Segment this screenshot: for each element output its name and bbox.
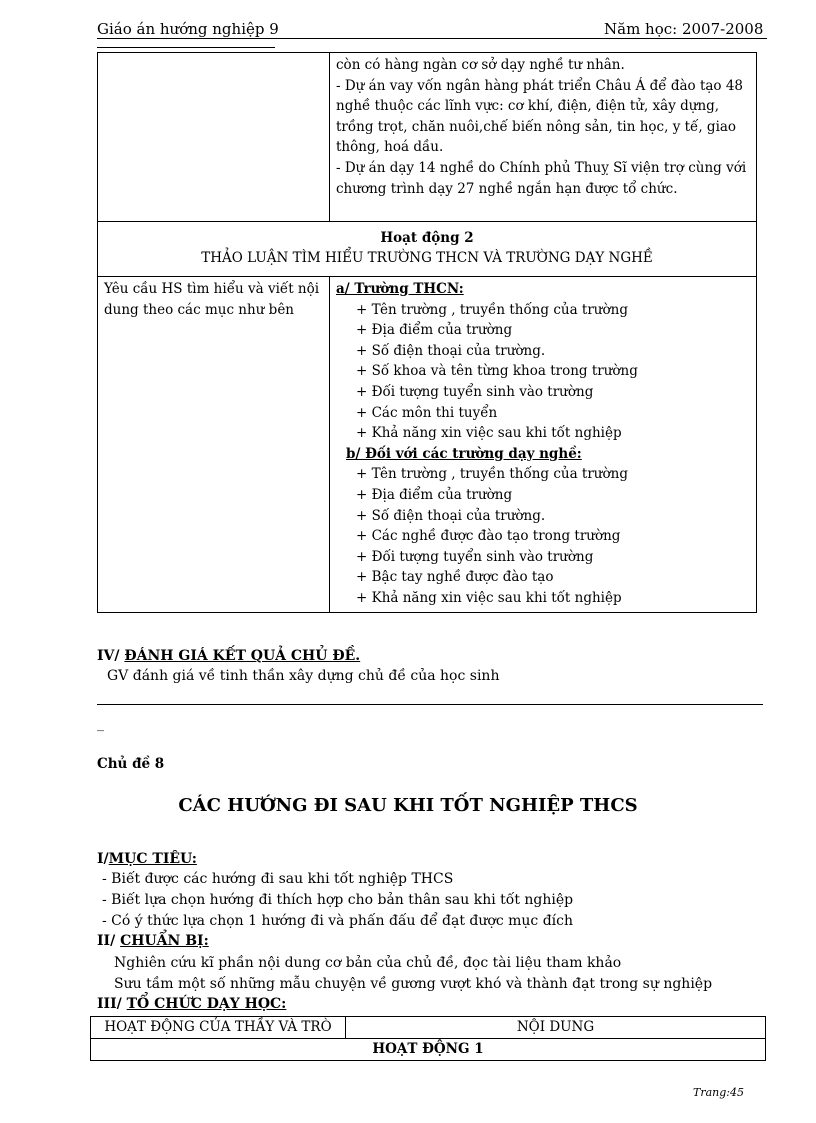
section-4-title: ĐÁNH GIÁ KẾT QUẢ CHỦ ĐỀ. — [124, 648, 361, 664]
column-header-content: NỘI DUNG — [346, 1017, 766, 1039]
teaching-table — [90, 1016, 766, 1061]
section-2-heading — [97, 933, 209, 949]
table-row — [98, 222, 757, 277]
content-line: - Dự án dạy 14 nghề do Chính phủ Thuỵ Sĩ viện trợ cùng với chương trình dạy 27 nghề ngắn hạn được tổ chức. — [336, 159, 747, 197]
section-1-prefix: I/ — [97, 851, 109, 867]
section-3-heading — [97, 996, 286, 1012]
section-1-heading — [97, 851, 197, 867]
table-row — [98, 277, 757, 613]
section-2-prefix: II/ — [97, 933, 121, 949]
table-cell-teacher — [98, 277, 330, 613]
list-item: + Đối tượng tuyển sinh vào trường — [356, 383, 594, 400]
section-2-title: CHUẨN BỊ: — [120, 933, 209, 949]
separator-rule — [97, 704, 763, 705]
section-1-title: MỤC TIÊU: — [108, 851, 197, 867]
separator-dash: _ — [97, 716, 104, 732]
objective-item: - Có ý thức lựa chọn 1 hướng đi và phấn đấu để đạt được mục đích — [102, 913, 573, 929]
part-a-title: a/ Trường THCN: — [336, 281, 464, 297]
table-cell-content — [330, 277, 757, 613]
header-right: Năm học: 2007-2008 — [604, 20, 764, 38]
header-left: Giáo án hướng nghiệp 9 — [97, 20, 279, 38]
list-item: + Bậc tay nghề được đào tạo — [356, 569, 554, 586]
list-item: + Số điện thoại của trường. — [356, 507, 546, 524]
list-item: + Các môn thi tuyển — [356, 404, 498, 421]
teacher-text: Yêu cầu HS tìm hiểu và viết nội dung theo các mục như bên — [104, 281, 320, 318]
table-cell-empty — [98, 53, 330, 222]
part-b-title: b/ Đối với các trường dạy nghề: — [346, 445, 582, 462]
table-row — [91, 1017, 766, 1039]
activity-label: Hoạt động 2 — [380, 230, 474, 246]
activity-title: THẢO LUẬN TÌM HIỂU TRƯỜNG THCN VÀ TRƯỜNG DẠY NGHỀ — [201, 250, 653, 266]
list-item: + Số điện thoại của trường. — [356, 342, 546, 359]
list-item: + Khả năng xin việc sau khi tốt nghiệp — [356, 589, 622, 606]
preparation-item: Nghiên cứu kĩ phần nội dung cơ bản của chủ đề, đọc tài liệu tham khảo — [114, 955, 622, 971]
list-item: + Số khoa và tên từng khoa trong trường — [356, 363, 638, 380]
content-line: còn có hàng ngàn cơ sở dạy nghề tư nhân. — [336, 57, 625, 73]
table-cell-content — [330, 53, 757, 222]
main-title: CÁC HƯỚNG ĐI SAU KHI TỐT NGHIỆP THCS — [178, 795, 638, 816]
header-rule — [97, 38, 767, 39]
table-row — [91, 1039, 766, 1061]
list-item: + Địa điểm của trường — [356, 322, 513, 339]
content-line: - Dự án vay vốn ngân hàng phát triển Châu Á để đào tạo 48 nghề thuộc các lĩnh vực: cơ khí, điện, điện tử, xây dựng, trồng trọt, chăn nuôi,chế biến nông sản, tin học, y tế, giao thông, hoá dầu. — [336, 77, 744, 156]
list-item: + Tên trường , truyền thống của trường — [356, 466, 628, 483]
section-3-prefix: III/ — [97, 996, 127, 1012]
topic-label: Chủ đề 8 — [97, 756, 165, 772]
column-header-activity: HOẠT ĐỘNG CỦA THẦY VÀ TRÒ — [91, 1017, 346, 1039]
list-item: + Khả năng xin việc sau khi tốt nghiệp — [356, 425, 622, 442]
header-short-rule — [97, 47, 275, 48]
section-3-title: TỔ CHỨC DẠY HỌC: — [126, 996, 287, 1012]
activity-1-header: HOẠT ĐỘNG 1 — [91, 1039, 766, 1061]
list-item: + Tên trường , truyền thống của trường — [356, 301, 628, 318]
section-4-prefix: IV/ — [97, 648, 125, 664]
activity-header — [98, 222, 757, 277]
list-item: + Đối tượng tuyển sinh vào trường — [356, 548, 594, 565]
objective-item: - Biết được các hướng đi sau khi tốt nghiệp THCS — [102, 871, 454, 887]
list-item: + Các nghề được đào tạo trong trường — [356, 528, 621, 545]
list-item: + Địa điểm của trường — [356, 486, 513, 503]
page-footer: Trang:45 — [693, 1086, 744, 1099]
preparation-item: Sưu tầm một số những mẫu chuyện về gương vượt khó và thành đạt trong sự nghiệp — [114, 976, 713, 992]
table-row — [98, 53, 757, 222]
lesson-table — [97, 52, 757, 613]
objective-item: - Biết lựa chọn hướng đi thích hợp cho bản thân sau khi tốt nghiệp — [102, 892, 574, 908]
section-4-heading — [97, 648, 360, 664]
section-4-text: GV đánh giá về tinh thần xây dựng chủ đề của học sinh — [107, 668, 500, 684]
